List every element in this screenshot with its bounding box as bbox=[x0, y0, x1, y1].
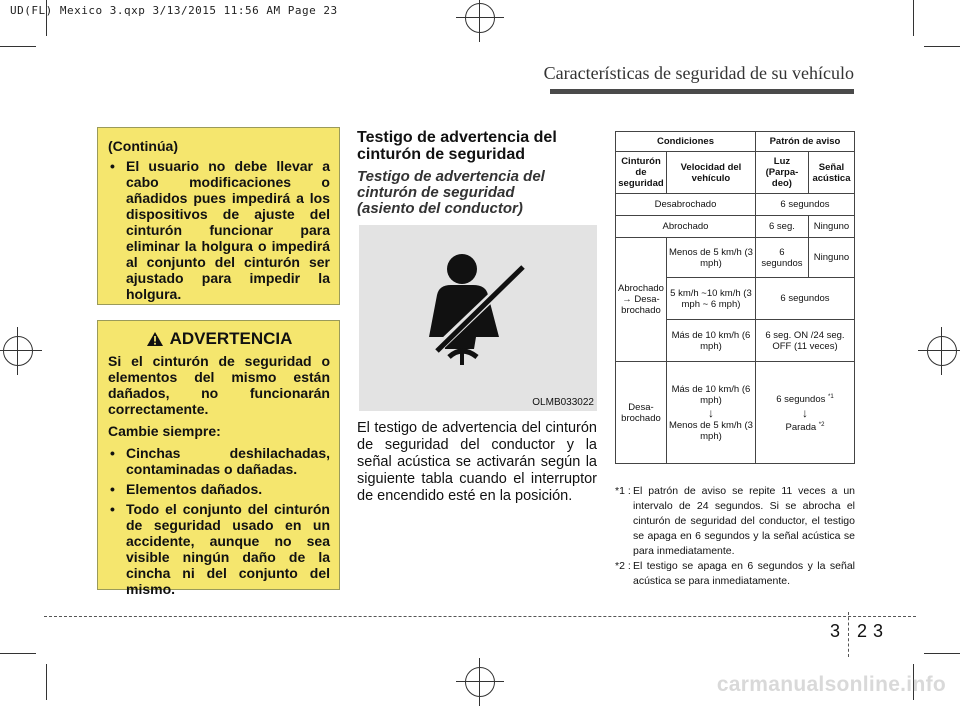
table-header-conditions: Condiciones bbox=[616, 132, 756, 152]
cell-line: Parada bbox=[785, 421, 817, 433]
warning-lead: Cambie siempre: bbox=[108, 423, 221, 439]
note-mark: *1 : bbox=[615, 485, 631, 497]
print-slug: UD(FL) Mexico 3.qxp 3/13/2015 11:56 AM Page 23 bbox=[10, 4, 338, 17]
table-row bbox=[616, 362, 855, 464]
continued-caution-box bbox=[97, 127, 340, 305]
table-cell: 6 seg. bbox=[755, 216, 808, 238]
table-cell: Abrochado → Desa- brochado bbox=[616, 238, 667, 362]
table-header-pattern: Patrón de aviso bbox=[755, 132, 854, 152]
table-col-sound: Señal acústica bbox=[808, 152, 854, 194]
warning-bullet: • Cinchas deshilachadas, contaminadas o dañadas. bbox=[108, 445, 330, 477]
table-cell: Más de 10 km/h (6 mph) bbox=[666, 320, 755, 362]
article-subheading bbox=[357, 169, 597, 217]
table-cell: Menos de 5 km/h (3 mph) bbox=[666, 238, 755, 278]
crop-mark bbox=[46, 664, 47, 700]
down-arrow-icon: ↓ bbox=[801, 405, 808, 420]
figure-code: OLMB033022 bbox=[532, 397, 594, 408]
registration-mark bbox=[927, 336, 957, 366]
table-cell: 6 seg. ON /24 seg. OFF (11 veces) bbox=[755, 320, 854, 362]
warning-pattern-table bbox=[615, 131, 855, 464]
footnote-ref: *1 bbox=[828, 394, 834, 401]
warning-triangle-icon bbox=[146, 331, 164, 347]
warning-bullet: • Elementos dañados. bbox=[108, 481, 330, 497]
note-item bbox=[615, 559, 855, 589]
cell-line: 6 segundos bbox=[776, 394, 826, 406]
note-mark: *2 : bbox=[615, 560, 631, 572]
page-number: 3 23 bbox=[830, 621, 890, 641]
down-arrow-icon: ↓ bbox=[707, 405, 714, 420]
continued-bullet: • El usuario no debe llevar a cabo modificaciones o añadidos pues impedirá a los dispositivos de ajuste del cinturón funcionar para eliminar la holgura o impedirá al conjunto del cinturón ser ajustado para impedir la holgura. bbox=[108, 158, 330, 302]
article-heading: Testigo de advertencia del cinturón de seguridad bbox=[357, 129, 557, 163]
table-cell: Ninguno bbox=[808, 216, 854, 238]
table-notes bbox=[615, 484, 855, 589]
watermark: carmanualsonline.info bbox=[716, 673, 946, 696]
table-col-belt: Cinturón de seguridad bbox=[616, 152, 667, 194]
section-bar bbox=[550, 89, 854, 94]
table-row bbox=[616, 216, 855, 238]
warning-box bbox=[97, 320, 340, 597]
table-cell: 5 km/h ~10 km/h (3 mph ~ 6 mph) bbox=[666, 278, 755, 320]
section-title: Características de seguridad de su vehículo bbox=[543, 63, 854, 83]
table-row bbox=[616, 238, 855, 278]
table-cell: 6 segundos bbox=[755, 194, 854, 216]
table-col-light: Luz (Parpa- deo) bbox=[755, 152, 808, 194]
cell-line: Más de 10 km/h (6 mph) bbox=[671, 383, 751, 406]
article-body: El testigo de advertencia del cinturón de seguridad del conductor y la señal acústica se activarán según la siguiente tabla cuando el interruptor de encendido esté en la posición. bbox=[357, 420, 597, 504]
table-cell bbox=[755, 362, 854, 464]
table-cell bbox=[666, 362, 755, 464]
cell-line: Menos de 5 km/h (3 mph) bbox=[668, 419, 753, 442]
note-text: El testigo se apaga en 6 segundos y la señal acústica se para inmediatamente. bbox=[633, 560, 855, 587]
table-cell: 6 segundos bbox=[755, 238, 808, 278]
footer-rule bbox=[44, 616, 916, 617]
continued-heading: (Continúa) bbox=[108, 138, 178, 154]
warning-bullet: • Todo el conjunto del cinturón de seguridad usado en un accidente, aunque no sea visible ningún daño de la cincha ni del conjunto del mismo. bbox=[108, 501, 330, 597]
registration-mark bbox=[465, 667, 495, 697]
warning-header bbox=[108, 331, 330, 347]
note-item bbox=[615, 484, 855, 559]
seatbelt-figure bbox=[359, 225, 597, 411]
crop-mark bbox=[913, 0, 914, 36]
table-cell: Desa- brochado bbox=[616, 362, 667, 464]
registration-mark bbox=[465, 3, 495, 33]
table-cell: Ninguno bbox=[808, 238, 854, 278]
crop-mark bbox=[0, 46, 36, 47]
table-row bbox=[616, 194, 855, 216]
table-cell: Abrochado bbox=[616, 216, 756, 238]
seatbelt-warning-icon bbox=[359, 225, 597, 411]
crop-mark bbox=[924, 46, 960, 47]
table-cell: 6 segundos bbox=[755, 278, 854, 320]
subheading-line: Testigo de advertencia del cinturón de seguridad bbox=[357, 168, 545, 201]
footnote-ref: *2 bbox=[818, 421, 825, 428]
warning-title: ADVERTENCIA bbox=[169, 329, 293, 348]
subheading-line: (asiento del conductor) bbox=[357, 200, 523, 217]
crop-mark bbox=[0, 653, 36, 654]
note-text: El patrón de aviso se repite 11 veces a un intervalo de 24 segundos. Si se abrocha el cinturón de seguridad del conductor, el testigo se apaga en 6 segundos y la señal acústica se para inmediatamente. bbox=[633, 485, 855, 557]
table-col-speed: Velocidad del vehículo bbox=[666, 152, 755, 194]
registration-mark bbox=[3, 336, 33, 366]
crop-mark bbox=[924, 653, 960, 654]
warning-paragraph: Si el cinturón de seguridad o elementos del mismo están dañados, no funcionarán correctamente. bbox=[108, 353, 330, 417]
table-cell: Desabrochado bbox=[616, 194, 756, 216]
